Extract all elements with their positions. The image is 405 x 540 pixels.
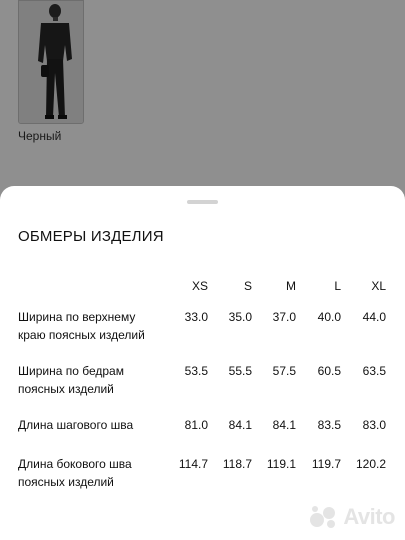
sheet-grabber[interactable]	[187, 200, 218, 204]
measurement-value: 40.0	[317, 310, 341, 324]
row-label-hip-width	[18, 362, 168, 398]
watermark-text: Avito	[343, 504, 395, 529]
size-header: XL	[371, 279, 386, 293]
avito-watermark	[309, 504, 395, 530]
row-label-line: поясных изделий	[18, 475, 114, 489]
size-header: XS	[191, 279, 208, 293]
size-header: M	[286, 279, 296, 293]
measurement-value: 33.0	[184, 310, 208, 324]
measurement-value: 57.5	[272, 364, 296, 378]
row-label-line: краю поясных изделий	[18, 328, 145, 342]
measurement-value: 84.1	[228, 418, 252, 432]
measurement-value: 35.0	[228, 310, 252, 324]
measurement-value: 60.5	[317, 364, 341, 378]
product-thumbnail[interactable]	[18, 0, 84, 124]
measurement-value: 81.0	[184, 418, 208, 432]
row-label-inseam	[18, 416, 168, 434]
measurements-sheet	[0, 186, 405, 540]
color-label[interactable]: Черный	[18, 129, 62, 143]
sheet-title: ОБМЕРЫ ИЗДЕЛИЯ	[18, 228, 164, 245]
measurement-value: 119.1	[266, 457, 296, 471]
measurement-value: 118.7	[222, 457, 252, 471]
row-label-waist-width	[18, 308, 168, 344]
row-label-line: поясных изделий	[18, 382, 114, 396]
row-label-line: Длина шагового шва	[18, 418, 134, 432]
row-label-line: Ширина по бедрам	[18, 364, 124, 378]
size-header: L	[334, 279, 341, 293]
model-figure-icon	[19, 1, 84, 124]
measurement-value: 84.1	[272, 418, 296, 432]
size-header: S	[243, 279, 252, 293]
measurement-value: 63.5	[362, 364, 386, 378]
measurement-value: 53.5	[184, 364, 208, 378]
measurement-value: 44.0	[362, 310, 386, 324]
measurement-value: 37.0	[272, 310, 296, 324]
measurement-value: 83.5	[317, 418, 341, 432]
avito-logo-icon	[309, 505, 339, 529]
measurement-value: 55.5	[228, 364, 252, 378]
measurement-value: 120.2	[355, 457, 386, 471]
measurement-value: 83.0	[362, 418, 386, 432]
measurement-value: 114.7	[178, 457, 208, 471]
measurement-value: 119.7	[311, 457, 341, 471]
row-label-line: Длина бокового шва	[18, 457, 132, 471]
row-label-line: Ширина по верхнему	[18, 310, 136, 324]
row-label-outseam	[18, 455, 168, 491]
